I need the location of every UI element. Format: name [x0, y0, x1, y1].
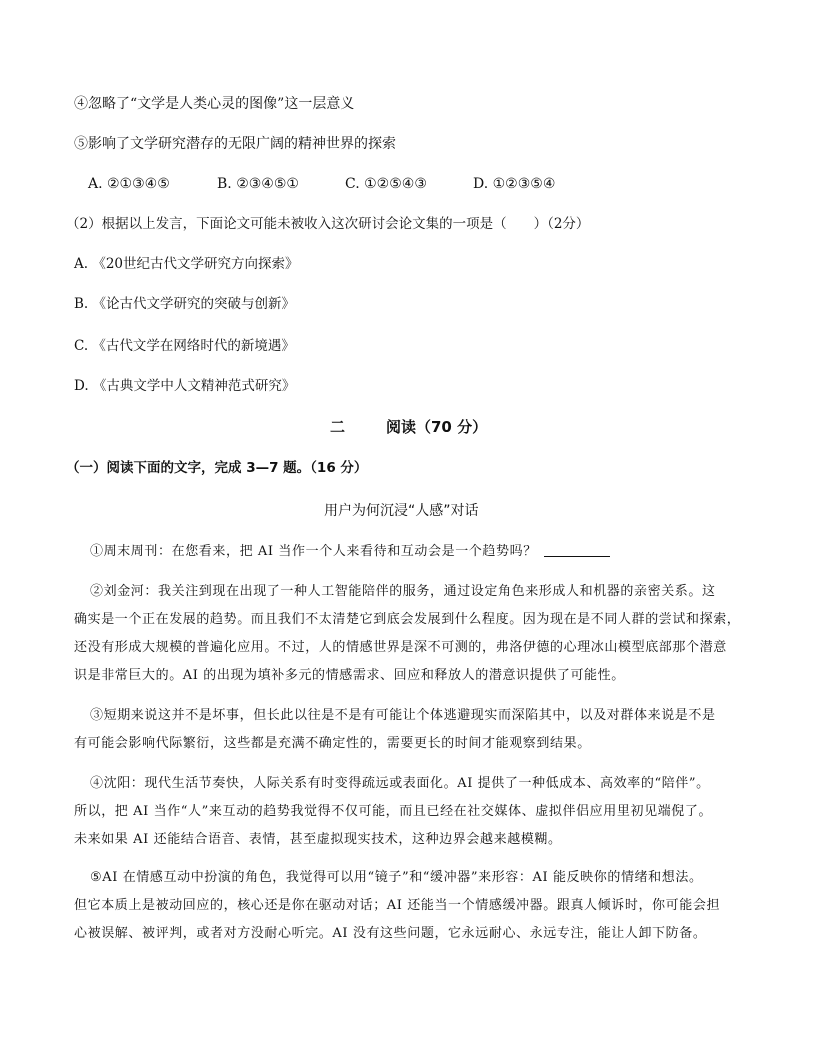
paragraph-2 [74, 578, 756, 690]
paragraph-4-line-2: 所以，把 AI 当作“人”来互动的趋势我觉得不仅可能，而且已经在社交媒体、虚拟伴侣应用里初见端倪了。 [74, 804, 713, 819]
paragraph-2-line-4: 识是非常巨大的。AI 的出现为填补多元的情感需求、回应和释放人的潜意识提供了可能性。 [74, 668, 625, 683]
paragraph-1-text: ①周末周刊：在您看来，把 AI 当作一个人来看待和互动会是一个趋势吗？ [90, 544, 537, 559]
paragraph-5-line-2: 但它本质上是被动回应的，核心还是你在驱动对话；AI 还能当一个情感缓冲器。跟真人倾诉时，你可能会担 [74, 898, 721, 913]
choice-b: B. ②③④⑤① [217, 176, 299, 192]
paragraph-5-line-3: 心被误解、被评判，或者对方没耐心听完。AI 没有这些问题，它永远耐心、永远专注，能让人卸下防备。 [74, 926, 707, 941]
paragraph-5 [74, 864, 756, 948]
option-item-5: ⑤影响了文学研究潜存的无限广阔的精神世界的探索 [74, 136, 396, 152]
paragraph-1 [74, 538, 756, 566]
question-2-option-b: B. 《论古代文学研究的突破与创新》 [74, 296, 296, 312]
paragraph-2-line-3: 还没有形成大规模的普遍化应用。不过，人的情感世界是深不可测的，弗洛伊德的心理冰山模型底部那个潜意 [74, 640, 727, 655]
option-item-4: ④忽略了“文学是人类心灵的图像”这一层意义 [74, 96, 355, 112]
paragraph-4-line-1: ④沈阳：现代生活节奏快，人际关系有时变得疏远或表面化。AI 提供了一种低成本、高效率的“陪伴”。 [90, 776, 710, 791]
question-2-option-d: D. 《古典文学中人文精神范式研究》 [74, 378, 296, 394]
section-title: 阅读（70 分） [386, 418, 488, 436]
question-2-prompt: （2）根据以上发言，下面论文可能未被收入这次研讨会论文集的一项是（ ）（2分） [66, 216, 590, 232]
paragraph-2-line-1: ②刘金河：我关注到现在出现了一种人工智能陪伴的服务，通过设定角色来形成人和机器的亲密关系。这 [90, 584, 716, 599]
paragraph-3 [74, 702, 756, 758]
answer-choices [88, 174, 583, 194]
choice-c: C. ①②⑤④③ [345, 176, 427, 192]
paragraph-2-line-2: 确实是一个正在发展的趋势。而且我们不太清楚它到底会发展到什么程度。因为现在是不同人群的尝试和探索， [74, 612, 741, 627]
paragraph-5-line-1: ⑤AI 在情感互动中扮演的角色，我觉得可以用“镜子”和“缓冲器”来形容：AI 能反映你的情绪和想法。 [90, 870, 703, 885]
section-number: 二 [330, 418, 346, 436]
question-2-option-a: A. 《20世纪古代文学研究方向探索》 [74, 256, 299, 272]
article-title: 用户为何沉浸“人感”对话 [324, 503, 479, 519]
choice-d: D. ①②③⑤④ [473, 176, 556, 192]
paragraph-4 [74, 770, 756, 854]
choice-a: A. ②①③④⑤ [88, 176, 170, 192]
answer-blank [544, 542, 610, 557]
paragraph-3-line-2: 有可能会影响代际繁衍，这些都是充满不确定性的，需要更长的时间才能观察到结果。 [74, 736, 591, 751]
subsection-title: （一）阅读下面的文字，完成 3—7 题。（16 分） [66, 460, 368, 476]
paragraph-3-line-1: ③短期来说这并不是坏事，但长此以往是不是有可能让个体逃避现实而深陷其中，以及对群体来说是不是 [90, 708, 716, 723]
question-2-option-c: C. 《古代文学在网络时代的新境遇》 [74, 338, 295, 354]
paragraph-4-line-3: 未来如果 AI 还能结合语音、表情，甚至虚拟现实技术，这种边界会越来越模糊。 [74, 832, 562, 847]
